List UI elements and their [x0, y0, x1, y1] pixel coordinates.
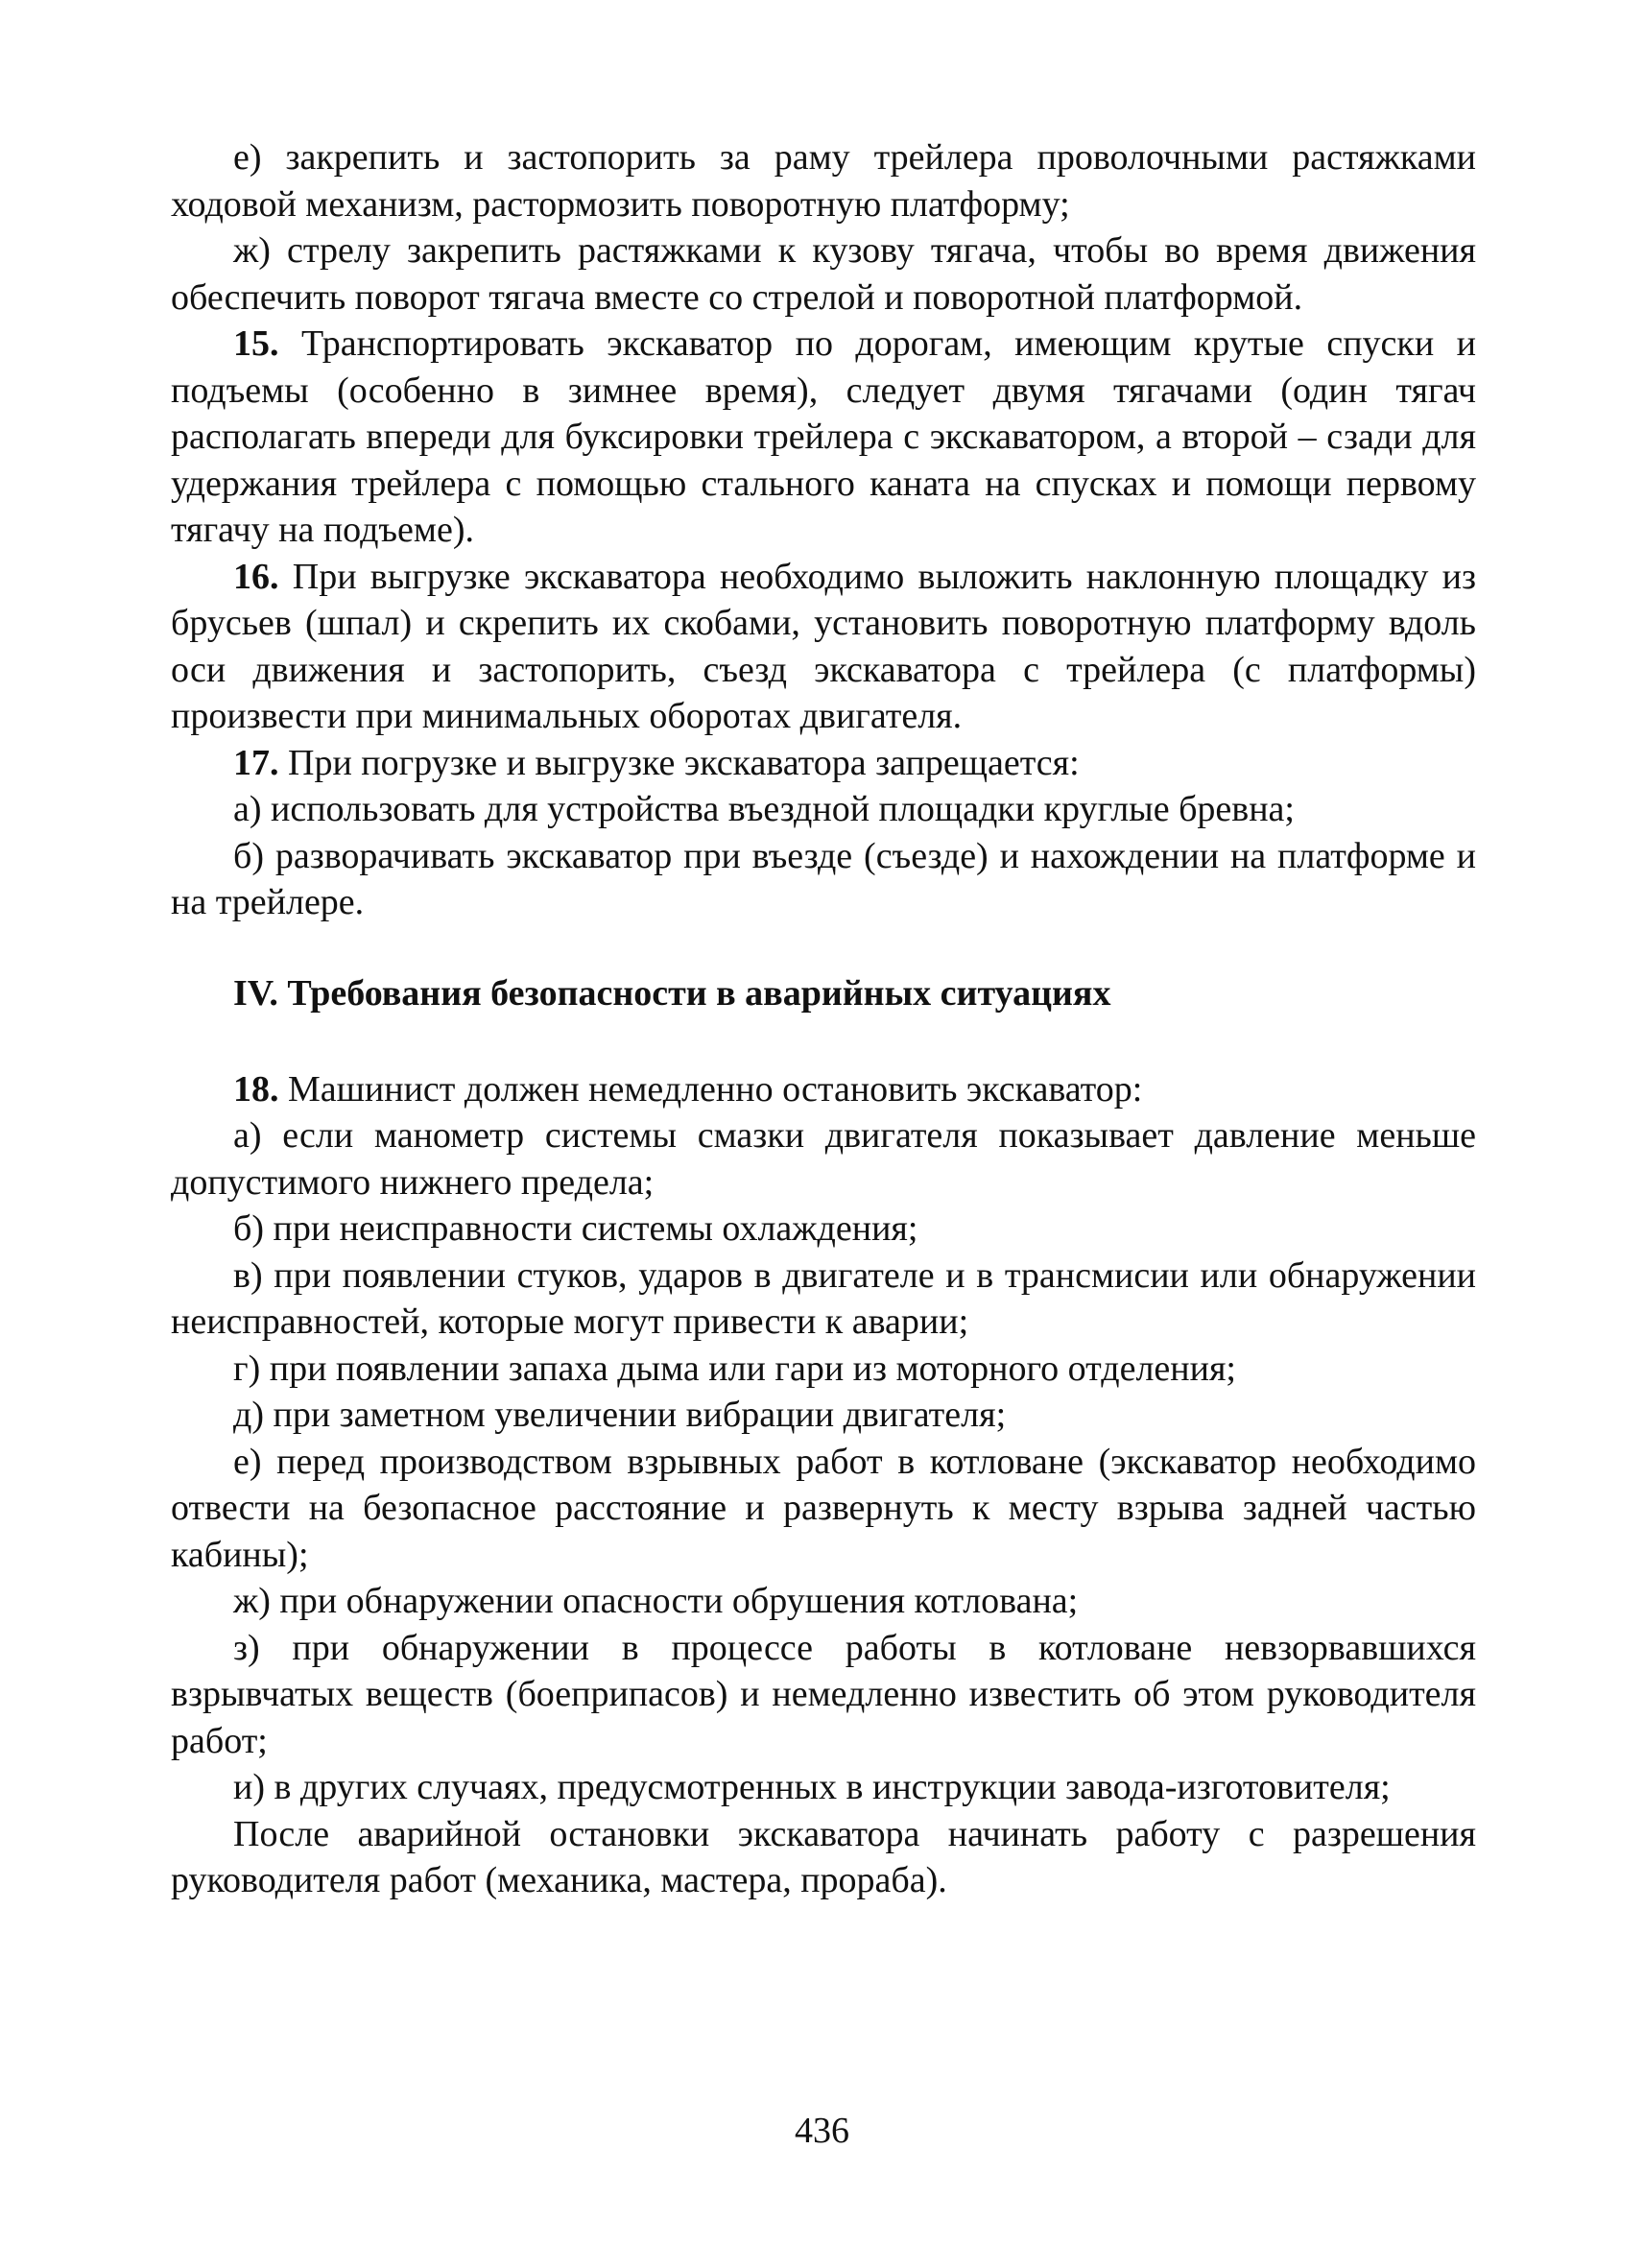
paragraph-text: е) перед производством взрывных работ в котловане (экскаватор необходимо отвести на безопасное расстояние и развернуть к месту взрыва задней частью кабины);	[171, 1441, 1476, 1575]
paragraph-item-a	[171, 1112, 1476, 1206]
paragraph-item-i	[171, 1764, 1476, 1811]
paragraph-text: б) при неисправности системы охлаждения;	[233, 1208, 918, 1249]
paragraph-item-a	[171, 786, 1476, 833]
paragraph-text: После аварийной остановки экскаватора начинать работу с разрешения руководителя работ (механика, мастера, прораба).	[171, 1813, 1476, 1900]
paragraph-text: и) в других случаях, предусмотренных в инструкции завода-изготовителя;	[233, 1767, 1391, 1807]
paragraph-16	[171, 554, 1476, 740]
paragraph-text: г) при появлении запаха дыма или гари из моторного отделения;	[233, 1348, 1236, 1389]
paragraph-text: ж) при обнаружении опасности обрушения котлована;	[233, 1581, 1079, 1621]
paragraph-text: д) при заметном увеличении вибрации двигателя;	[233, 1395, 1007, 1435]
paragraph-text: а) использовать для устройства въездной площадки круглые бревна;	[233, 789, 1295, 829]
paragraph-text: а) если манометр системы смазки двигателя показывает давление меньше допустимого нижнего предела;	[171, 1115, 1476, 1203]
document-page	[171, 134, 1476, 1904]
paragraph-text: Машинист должен немедленно остановить экскаватор:	[278, 1068, 1143, 1110]
paragraph-item-e	[171, 134, 1476, 227]
paragraph-15	[171, 321, 1476, 554]
paragraph-text: в) при появлении стуков, ударов в двигателе и в трансмисии или обнаружении неисправностей, которые могут привести к аварии;	[171, 1254, 1476, 1342]
paragraph-item-b	[171, 833, 1476, 926]
paragraph-number: 18.	[233, 1068, 279, 1110]
paragraph-item-zh	[171, 227, 1476, 321]
paragraph-item-zh	[171, 1578, 1476, 1625]
paragraph-text: з) при обнаружении в процессе работы в котловане невзорвавшихся взрывчатых веществ (боеприпасов) и немедленно известить об этом руководителя работ;	[171, 1627, 1476, 1761]
paragraph-item-e	[171, 1439, 1476, 1579]
paragraph-closing	[171, 1811, 1476, 1904]
paragraph-18	[171, 1066, 1476, 1113]
paragraph-text: При выгрузке экскаватора необходимо выложить наклонную площадку из брусьев (шпал) и скрепить их скобами, установить поворотную платформу вдоль оси движения и застопорить, съезд экскаватора с трейлера (с платформы) произвести при минимальных оборотах двигателя.	[171, 556, 1476, 736]
paragraph-item-v	[171, 1253, 1476, 1346]
paragraph-text: ж) стрелу закрепить растяжками к кузову тягача, чтобы во время движения обеспечить поворот тягача вместе со стрелой и поворотной платформой.	[171, 230, 1476, 318]
paragraph-text: б) разворачивать экскаватор при въезде (съезде) и нахождении на платформе и на трейлере.	[171, 835, 1476, 922]
section-heading: IV. Требования безопасности в аварийных ситуациях	[233, 972, 1111, 1014]
paragraph-number: 15.	[233, 323, 279, 364]
paragraph-text: При погрузке и выгрузке экскаватора запрещается:	[278, 742, 1080, 783]
paragraph-text: Транспортировать экскаватор по дорогам, имеющим крутые спуски и подъемы (особенно в зимнее время), следует двумя тягачами (один тягач располагать впереди для буксировки трейлера с экскаватором, а второй – сзади для удержания трейлера с помощью стального каната на спусках и помощи первому тягачу на подъеме).	[171, 323, 1476, 550]
paragraph-item-z	[171, 1625, 1476, 1765]
paragraph-17	[171, 740, 1476, 787]
paragraph-number: 16.	[233, 556, 279, 597]
page-number: 436	[795, 2111, 849, 2151]
paragraph-item-b	[171, 1206, 1476, 1253]
paragraph-text: е) закрепить и застопорить за раму трейлера проволочными растяжками ходовой механизм, растормозить поворотную платформу;	[171, 137, 1476, 225]
paragraph-number: 17.	[233, 742, 279, 783]
paragraphs-top	[171, 134, 1476, 926]
paragraph-item-d	[171, 1392, 1476, 1439]
paragraphs-bottom	[171, 1066, 1476, 1904]
paragraph-item-g	[171, 1346, 1476, 1393]
